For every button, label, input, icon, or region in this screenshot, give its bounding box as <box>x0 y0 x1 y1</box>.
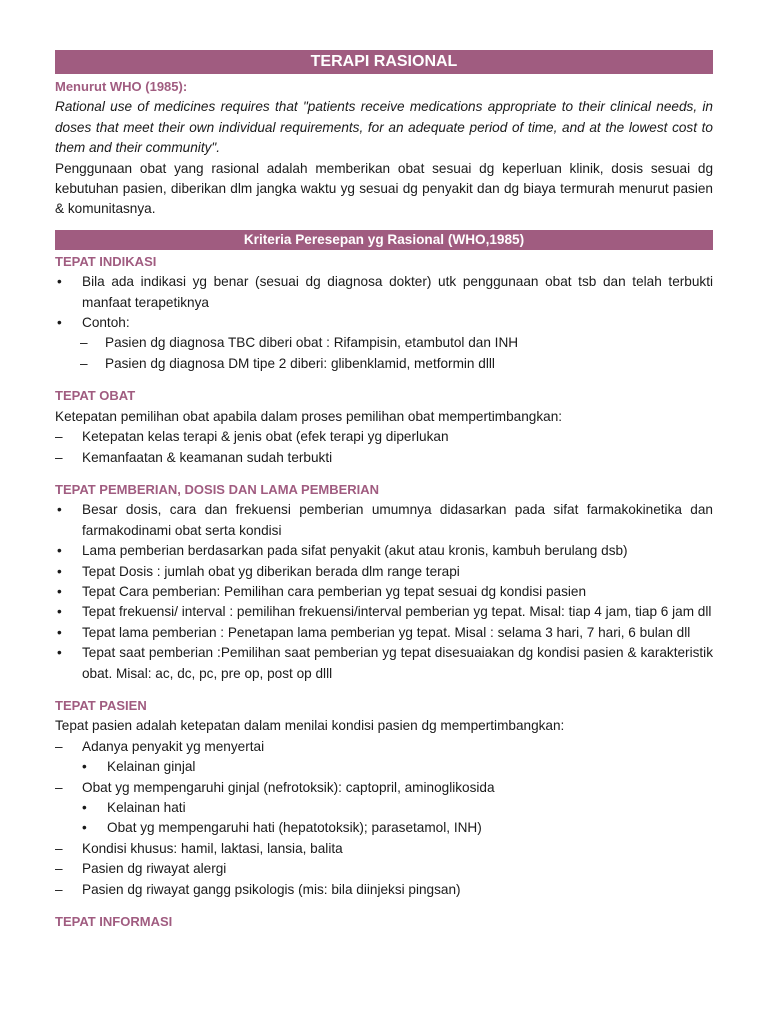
list-item: • Kelainan hati <box>55 798 713 818</box>
list-item: • Contoh: <box>55 313 713 333</box>
criteria-title: Kriteria Peresepan yg Rasional (WHO,1985) <box>55 230 713 250</box>
list-item: • Tepat Dosis : jumlah obat yg diberikan berada dlm range terapi <box>55 562 713 582</box>
list-item: • Bila ada indikasi yg benar (sesuai dg diagnosa dokter) utk penggunaan obat tsb dan telah terbukti manfaat terapetiknya <box>55 272 713 313</box>
list-item: – Pasien dg diagnosa DM tipe 2 diberi: glibenklamid, metformin dlll <box>55 354 713 374</box>
who-heading: Menurut WHO (1985): <box>55 79 188 94</box>
list-item: • Besar dosis, cara dan frekuensi pemberian umumnya didasarkan pada sifat farmakokinetika dan farmakodinami obat serta kondisi <box>55 500 713 541</box>
list-item: – Obat yg mempengaruhi ginjal (nefrotoksik): captopril, aminoglikosida <box>55 778 713 798</box>
list-item: • Tepat frekuensi/ interval : pemilihan frekuensi/interval pemberian yg tepat. Misal: tiap 4 jam, tiap 6 jam dll <box>55 602 713 622</box>
tepat-pasien-list <box>55 737 713 900</box>
who-quote: Rational use of medicines requires that "patients receive medications appropriate to their clinical needs, in doses that meet their own individual requirements, for an adequate period of time, and at the lowest cost to them and their community". <box>55 99 713 156</box>
page-title: TERAPI RASIONAL <box>55 50 713 74</box>
list-item: • Tepat Cara pemberian: Pemilihan cara pemberian yg tepat sesuai dg kondisi pasien <box>55 582 713 602</box>
tepat-pemberian-list <box>55 500 713 684</box>
section-heading-tepat-informasi: TEPAT INFORMASI <box>55 914 173 930</box>
list-item: • Kelainan ginjal <box>55 757 713 777</box>
list-item: • Tepat saat pemberian :Pemilihan saat pemberian yg tepat disesuaiakan dg kondisi pasien & karakteristik obat. Misal: ac, dc, pc, pre op, post op dlll <box>55 643 713 684</box>
list-item: – Pasien dg diagnosa TBC diberi obat : Rifampisin, etambutol dan INH <box>55 333 713 353</box>
list-item: – Pasien dg riwayat alergi <box>55 859 713 879</box>
tepat-indikasi-list <box>55 272 713 374</box>
tepat-obat-list <box>55 427 713 468</box>
section-heading-tepat-indikasi: TEPAT INDIKASI <box>55 253 157 269</box>
list-item: • Lama pemberian berdasarkan pada sifat penyakit (akut atau kronis, kambuh berulang dsb) <box>55 541 713 561</box>
list-item: – Pasien dg riwayat gangg psikologis (mis: bila diinjeksi pingsan) <box>55 880 713 900</box>
tepat-obat-intro: Ketepatan pemilihan obat apabila dalam proses pemilihan obat mempertimbangkan: <box>55 408 563 424</box>
list-item: – Kemanfaatan & keamanan sudah terbukti <box>55 448 713 468</box>
list-item: – Ketepatan kelas terapi & jenis obat (efek terapi yg diperlukan <box>55 427 713 447</box>
list-item: – Adanya penyakit yg menyertai <box>55 737 713 757</box>
section-heading-tepat-pemberian: TEPAT PEMBERIAN, DOSIS DAN LAMA PEMBERIAN <box>55 481 380 497</box>
list-item: • Tepat lama pemberian : Penetapan lama pemberian yg tepat. Misal : selama 3 hari, 7 hari, 6 bulan dll <box>55 623 713 643</box>
list-item: • Obat yg mempengaruhi hati (hepatotoksik); parasetamol, INH) <box>55 818 713 838</box>
section-heading-tepat-pasien: TEPAT PASIEN <box>55 697 147 713</box>
section-heading-tepat-obat: TEPAT OBAT <box>55 388 136 404</box>
tepat-pasien-intro: Tepat pasien adalah ketepatan dalam menilai kondisi pasien dg mempertimbangkan: <box>55 718 565 734</box>
list-item: – Kondisi khusus: hamil, laktasi, lansia, balita <box>55 839 713 859</box>
intro-paragraph: Penggunaan obat yang rasional adalah memberikan obat sesuai dg keperluan klinik, dosis sesuai dg kebutuhan pasien, diberikan dlm jangka waktu yg sesuai dg penyakit dan dg biaya termurah menurut pasien & komunitasnya. <box>55 160 713 217</box>
